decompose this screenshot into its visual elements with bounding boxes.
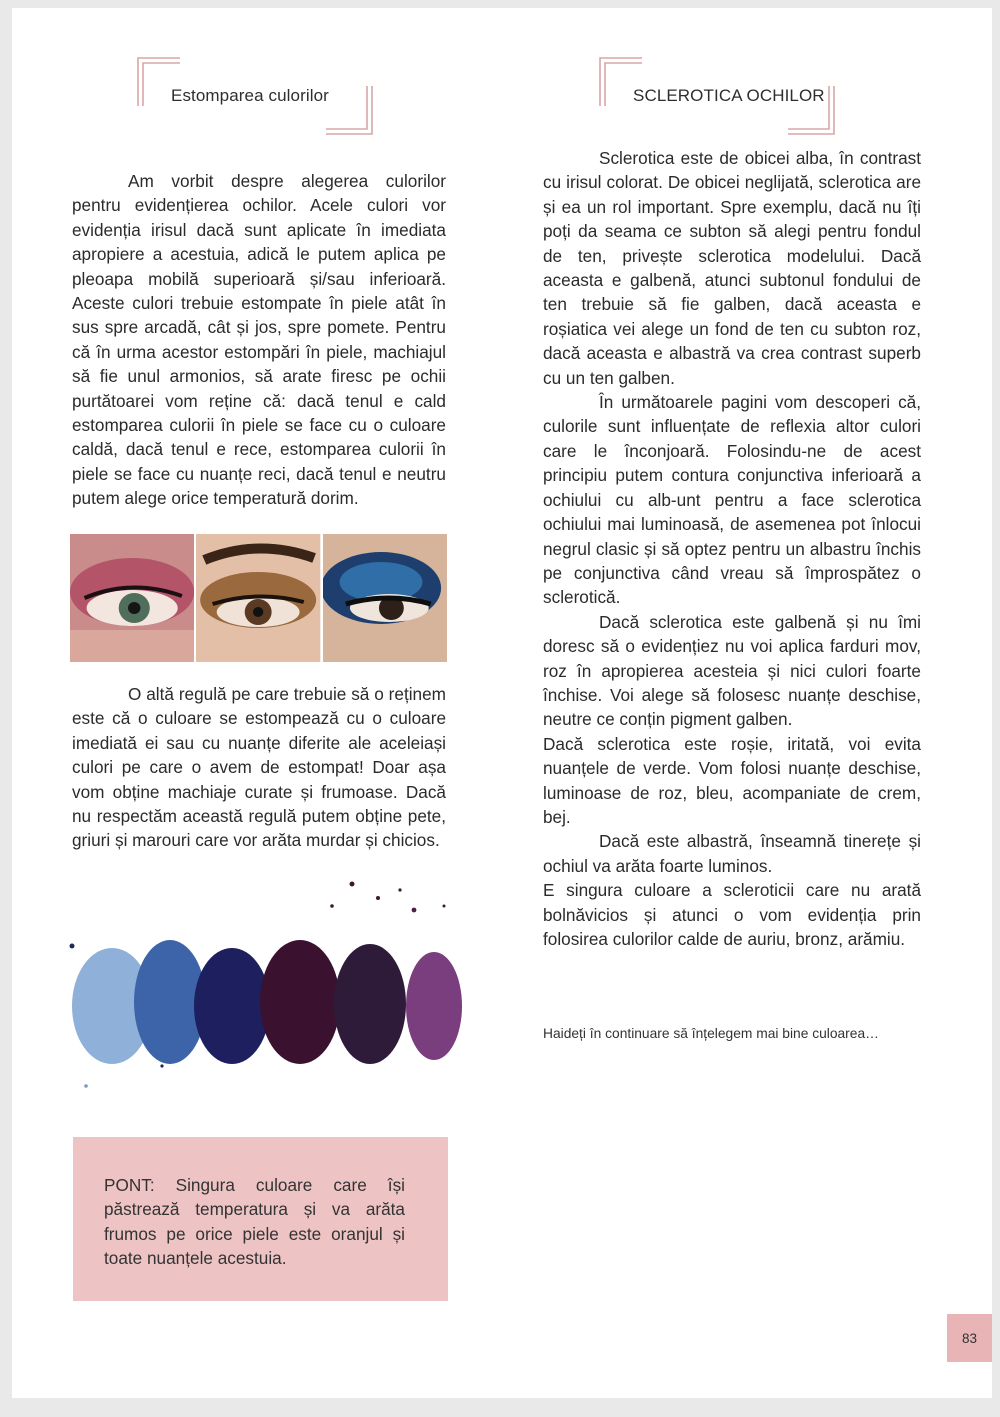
left-column-rule xyxy=(72,682,446,853)
left-paragraph: Am vorbit despre alegerea culorilor pentru evidențierea ochilor. Acele culori vor evidenția irisul dacă sunt aplicate în imediata apropiere a acestuia, adică le putem aplica pe pleoapa mobilă superioară și/sau inferioară. Aceste culori trebuie estompate în piele atât în sus spre arcadă, cât și jos, spre pomete. Pentru că în urma acestor estompări în piele, machiajul să fie unul armonios, să arate firesc pe ochii purtătoarei vom reține că: dacă tenul e cald estomparea culorii în piele se face cu o culoare caldă, dacă tenul e rece, estomparea culorii în piele se face cu nuanțe reci, dacă tenul e neutru putem alege orice temperatură dorim. xyxy=(72,171,446,509)
right-paragraph: Dacă este albastră, înseamnă tinerețe și ochiul va arăta foarte luminos. xyxy=(543,831,921,876)
left-paragraph: O altă regulă pe care trebuie să o reținem este că o culoare se estompează cu o culoare imediată ei sau cu nuanțe diferite ale aceleiași culori pe care o avem de estompat! Doar așa vom obține machiaje curate și frumoase. Dacă nu respectăm această regulă putem obține pete, griuri și marouri care vor arăta murdar și chicios. xyxy=(72,684,446,851)
eye-photo-bronze xyxy=(196,534,320,662)
eye-makeup-photos xyxy=(70,534,447,662)
right-section-heading xyxy=(598,56,838,136)
right-heading-text: SCLEROTICA OCHILOR xyxy=(633,86,825,105)
left-column-intro xyxy=(72,169,446,511)
eye-photo-blue xyxy=(323,534,447,662)
right-paragraph: În următoarele pagini vom descoperi că, culorile sunt influențate de reflexia altor culori care le înconjoară. Folosindu-ne de acest principiu putem contura conjunctiva inferioară a ochiului cu alb-unt pentru a face sclerotica ochiului mai luminoasă, de asemenea pot înlocui negrul clasic și să optez pentru un albastru închis pe conjunctiva când vreau să împrospătez o sclerotică. xyxy=(543,392,921,608)
powder-dark-purple xyxy=(334,944,406,1064)
powder-violet xyxy=(406,952,462,1060)
right-paragraph: Dacă sclerotica este galbenă și nu îmi doresc să o evidențiez nu voi aplica farduri mov, roz în apropierea acesteia și nici culori foarte închise. Voi alege să folosesc nuanțe deschise, neutre ce conțin pigment galben. xyxy=(543,611,921,730)
tip-box xyxy=(73,1137,448,1301)
left-section-heading xyxy=(136,56,376,136)
right-paragraph: Dacă sclerotica este roșie, iritată, voi evita nuanțele de verde. Vom folosi nuanțe deschise, luminoase de roz, bleu, acompaniate de crem, bej. xyxy=(543,733,921,827)
left-heading-text: Estomparea culorilor xyxy=(171,86,329,105)
powder-plum xyxy=(260,940,340,1064)
right-paragraph: E singura culoare a scleroticii care nu arată bolnăvicios și atunci o vom evidenția prin folosirea culorilor calde de auriu, bronz, arămiu. xyxy=(543,880,921,949)
eye-photo-pink xyxy=(70,534,194,662)
page-number: 83 xyxy=(947,1314,992,1362)
crushed-eyeshadow-image xyxy=(52,876,482,1136)
right-paragraph: Sclerotica este de obicei alba, în contrast cu irisul colorat. De obicei neglijată, sclerotica are și ea un rol important. Spre exemplu, dacă nu îți poți da seama ce subton să alegi pentru fondul de ten, privește sclerotica modelului. Dacă aceasta e galbenă, atunci subtonul fondului de ten trebuie să fie galben, dacă aceasta e roșiatica vei alege un fond de ten cu subton roz, dacă aceasta e albastră va crea contrast superb cu un ten galben. xyxy=(543,148,921,388)
footnote: Haideți în continuare să înțelegem mai bine culoarea… xyxy=(543,1026,879,1041)
tip-text: PONT: Singura culoare care își păstrează temperatura și va arăta frumos pe orice piele este oranjul și toate nuanțele acestuia. xyxy=(104,1175,405,1269)
right-column-text xyxy=(543,146,921,951)
document-page xyxy=(12,8,992,1398)
powder-navy xyxy=(194,948,270,1064)
